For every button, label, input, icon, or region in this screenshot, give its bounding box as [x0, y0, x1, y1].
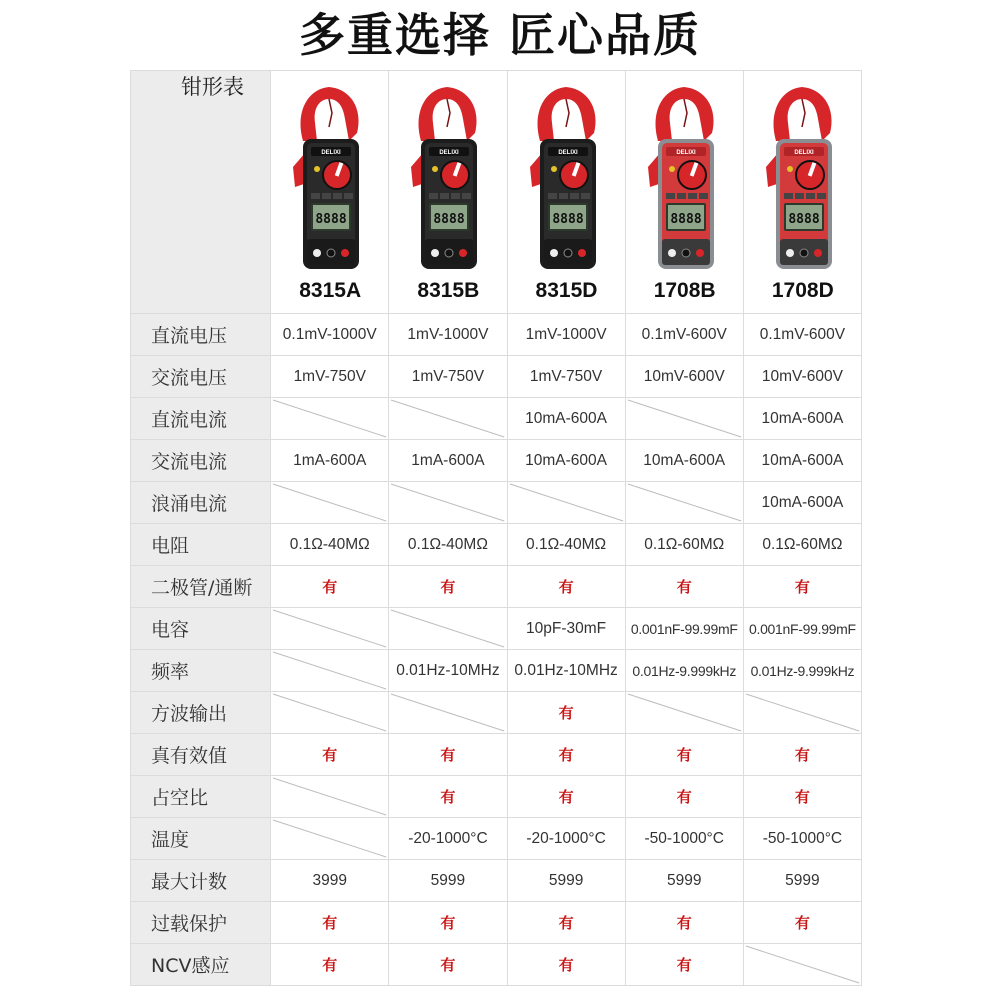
- spec-value: 10mA-600A: [625, 440, 743, 482]
- spec-row: [131, 734, 862, 776]
- spec-row: [131, 944, 862, 986]
- spec-row: [131, 692, 862, 734]
- spec-row: [131, 776, 862, 818]
- spec-label: 频率: [131, 650, 271, 692]
- spec-value: -50-1000°C: [625, 818, 743, 860]
- spec-row: [131, 398, 862, 440]
- spec-row: [131, 650, 862, 692]
- spec-label: 占空比: [131, 776, 271, 818]
- spec-value: 10mA-600A: [743, 482, 861, 524]
- slash-mark: [626, 692, 743, 733]
- spec-value: 0.1Ω-40MΩ: [389, 524, 507, 566]
- device-brand-text: DELIXI: [675, 150, 696, 156]
- spec-row: [131, 860, 862, 902]
- header-row: [131, 71, 862, 314]
- slash-mark: [271, 482, 388, 523]
- spec-label: 交流电流: [131, 440, 271, 482]
- spec-value: 1mV-750V: [507, 356, 625, 398]
- yes-cell: 有: [271, 902, 389, 944]
- spec-value: 10mV-600V: [625, 356, 743, 398]
- not-supported-cell: [271, 608, 389, 650]
- spec-value: 10mA-600A: [507, 398, 625, 440]
- spec-value: 0.01Hz-9.999kHz: [743, 650, 861, 692]
- yes-cell: 有: [625, 902, 743, 944]
- spec-value: 5999: [507, 860, 625, 902]
- spec-row: [131, 482, 862, 524]
- not-supported-cell: [271, 776, 389, 818]
- not-supported-cell: [271, 398, 389, 440]
- yes-cell: 有: [507, 734, 625, 776]
- spec-value: 0.1Ω-40MΩ: [271, 524, 389, 566]
- slash-mark: [271, 692, 388, 733]
- spec-value: 0.01Hz-10MHz: [507, 650, 625, 692]
- product-cell-8315D: [507, 71, 625, 314]
- not-supported-cell: [271, 818, 389, 860]
- spec-label: 直流电压: [131, 314, 271, 356]
- model-name: 8315B: [417, 279, 480, 302]
- spec-value: 10mA-600A: [743, 398, 861, 440]
- slash-mark: [744, 944, 861, 985]
- spec-row: [131, 524, 862, 566]
- slash-mark: [389, 608, 506, 649]
- spec-label: 浪涌电流: [131, 482, 271, 524]
- spec-label: 电阻: [131, 524, 271, 566]
- slash-mark: [271, 818, 388, 859]
- spec-row: [131, 314, 862, 356]
- spec-value: 1mA-600A: [389, 440, 507, 482]
- yes-cell: 有: [743, 776, 861, 818]
- spec-value: 3999: [271, 860, 389, 902]
- spec-label: 真有效值: [131, 734, 271, 776]
- spec-row: [131, 566, 862, 608]
- yes-cell: 有: [625, 566, 743, 608]
- yes-cell: 有: [389, 944, 507, 986]
- spec-value: 0.1Ω-60MΩ: [625, 524, 743, 566]
- spec-value: 0.01Hz-10MHz: [389, 650, 507, 692]
- spec-label: NCV感应: [131, 944, 271, 986]
- yes-cell: 有: [389, 734, 507, 776]
- product-image: [508, 71, 626, 313]
- spec-value: 0.1mV-600V: [625, 314, 743, 356]
- slash-mark: [626, 482, 743, 523]
- spec-value: 5999: [389, 860, 507, 902]
- spec-value: 0.1Ω-40MΩ: [507, 524, 625, 566]
- not-supported-cell: [271, 650, 389, 692]
- spec-label: 交流电压: [131, 356, 271, 398]
- spec-label: 方波输出: [131, 692, 271, 734]
- spec-value: -50-1000°C: [743, 818, 861, 860]
- yes-cell: 有: [625, 734, 743, 776]
- product-cell-8315A: [271, 71, 389, 314]
- spec-label: 最大计数: [131, 860, 271, 902]
- comparison-table: [130, 70, 862, 986]
- spec-label: 电容: [131, 608, 271, 650]
- not-supported-cell: [625, 692, 743, 734]
- spec-value: 10mV-600V: [743, 356, 861, 398]
- device-brand-text: DELIXI: [439, 150, 460, 156]
- slash-mark: [271, 608, 388, 649]
- product-image: [744, 71, 862, 313]
- not-supported-cell: [389, 608, 507, 650]
- device-display-text: 8888: [433, 212, 465, 227]
- spec-row: [131, 818, 862, 860]
- spec-label: 二极管/通断: [131, 566, 271, 608]
- spec-value: 0.1mV-1000V: [271, 314, 389, 356]
- not-supported-cell: [389, 692, 507, 734]
- product-image: [389, 71, 507, 313]
- not-supported-cell: [507, 482, 625, 524]
- device-brand-text: DELIXI: [321, 150, 341, 156]
- yes-cell: 有: [507, 692, 625, 734]
- product-cell-1708B: [625, 71, 743, 314]
- slash-mark: [626, 398, 743, 439]
- product-cell-8315B: [389, 71, 507, 314]
- spec-value: 0.1Ω-60MΩ: [743, 524, 861, 566]
- not-supported-cell: [271, 482, 389, 524]
- slash-mark: [389, 482, 506, 523]
- yes-cell: 有: [743, 902, 861, 944]
- yes-cell: 有: [507, 944, 625, 986]
- spec-label: 直流电流: [131, 398, 271, 440]
- yes-cell: 有: [625, 944, 743, 986]
- not-supported-cell: [389, 398, 507, 440]
- yes-cell: 有: [389, 776, 507, 818]
- slash-mark: [271, 398, 388, 439]
- model-name: 1708B: [653, 279, 716, 302]
- not-supported-cell: [389, 482, 507, 524]
- not-supported-cell: [625, 398, 743, 440]
- slash-mark: [389, 692, 506, 733]
- device-display-text: 8888: [670, 212, 702, 227]
- spec-row: [131, 608, 862, 650]
- yes-cell: 有: [743, 566, 861, 608]
- device-display-text: 8888: [788, 212, 820, 227]
- spec-value: 10mA-600A: [507, 440, 625, 482]
- spec-value: 0.1mV-600V: [743, 314, 861, 356]
- spec-value: 5999: [743, 860, 861, 902]
- product-image: [626, 71, 744, 313]
- model-name: 1708D: [771, 279, 834, 302]
- yes-cell: 有: [389, 902, 507, 944]
- spec-value: -20-1000°C: [389, 818, 507, 860]
- not-supported-cell: [743, 692, 861, 734]
- not-supported-cell: [271, 692, 389, 734]
- spec-row: [131, 902, 862, 944]
- spec-value: 0.01Hz-9.999kHz: [625, 650, 743, 692]
- spec-value: 5999: [625, 860, 743, 902]
- yes-cell: 有: [271, 566, 389, 608]
- model-name: 8315A: [299, 279, 362, 302]
- device-display-text: 8888: [551, 212, 584, 227]
- slash-mark: [271, 650, 388, 691]
- yes-cell: 有: [625, 776, 743, 818]
- yes-cell: 有: [389, 566, 507, 608]
- model-name: 8315D: [535, 279, 598, 302]
- spec-value: 1mV-750V: [271, 356, 389, 398]
- yes-cell: 有: [507, 776, 625, 818]
- not-supported-cell: [625, 482, 743, 524]
- spec-value: 10pF-30mF: [507, 608, 625, 650]
- spec-label: 温度: [131, 818, 271, 860]
- yes-cell: 有: [271, 734, 389, 776]
- yes-cell: 有: [271, 944, 389, 986]
- spec-value: 1mV-1000V: [507, 314, 625, 356]
- slash-mark: [508, 482, 625, 523]
- spec-label: 过载保护: [131, 902, 271, 944]
- device-brand-text: DELIXI: [557, 150, 578, 156]
- slash-mark: [271, 776, 388, 817]
- not-supported-cell: [743, 944, 861, 986]
- spec-value: 1mV-750V: [389, 356, 507, 398]
- spec-value: 0.001nF-99.99mF: [743, 608, 861, 650]
- product-cell-1708D: [743, 71, 861, 314]
- spec-row: [131, 440, 862, 482]
- device-display-text: 8888: [315, 212, 347, 227]
- yes-cell: 有: [743, 734, 861, 776]
- yes-cell: 有: [507, 902, 625, 944]
- device-brand-text: DELIXI: [794, 150, 814, 156]
- slash-mark: [389, 398, 506, 439]
- header-label: 钳形表: [131, 71, 271, 314]
- spec-value: 1mV-1000V: [389, 314, 507, 356]
- product-image: [271, 71, 389, 313]
- spec-value: -20-1000°C: [507, 818, 625, 860]
- spec-row: [131, 356, 862, 398]
- spec-value: 0.001nF-99.99mF: [625, 608, 743, 650]
- yes-cell: 有: [507, 566, 625, 608]
- slash-mark: [744, 692, 861, 733]
- spec-value: 10mA-600A: [743, 440, 861, 482]
- page-title: 多重选择 匠心品质: [298, 8, 701, 62]
- spec-value: 1mA-600A: [271, 440, 389, 482]
